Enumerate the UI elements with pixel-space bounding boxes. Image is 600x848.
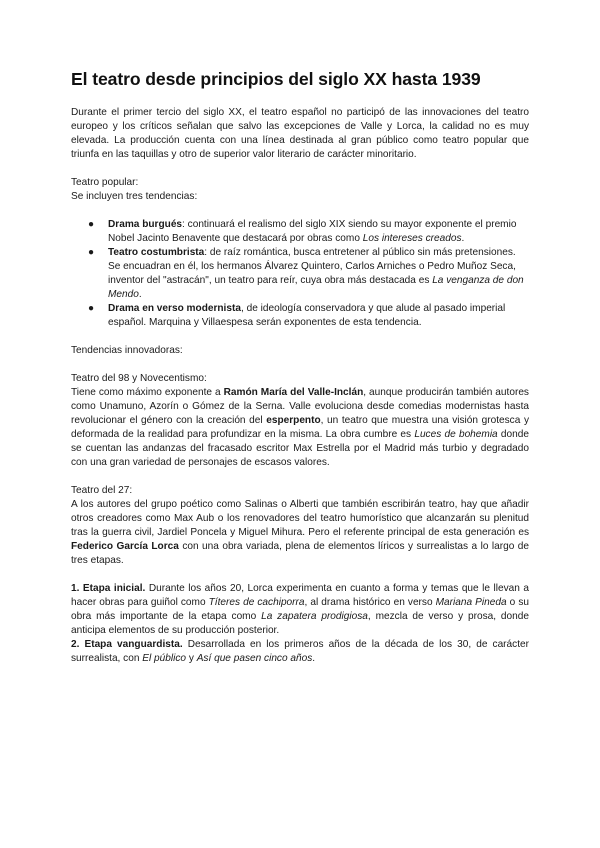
text-run: Tiene como máximo exponente a [71, 387, 224, 398]
text-run: A los autores del grupo poético como Salinas o Alberti que también escribirán teatro, hay que añadir otros creadores como Max Aub o los renovadores del teatro humorístico que alcanzarán su plenitud tras la guerra civil, Jardiel Poncela y Miguel Mihura. Pero el referente principal de esta generación es [71, 499, 529, 538]
work-title: Mariana Pineda [435, 597, 507, 608]
text-run: , mezcla de verso y prosa, donde anticipa elementos de su producción posterior. [71, 611, 529, 636]
item-tail: . [138, 289, 142, 300]
text-run: con una obra variada, plena de elementos líricos y surrealistas a lo largo de tres etapas. [71, 541, 529, 566]
intro-paragraph: Durante el primer tercio del siglo XX, el teatro español no participó de las innovaciones del teatro europeo y los críticos señalan que salvo las excepciones de Valle y Lorca, la calidad no es muy elevada. La producción cuenta con una línea destinada al gran público como teatro popular que triunfa en las taquillas y otro de superior valor literario de carácter minoritario. [71, 107, 529, 160]
stage-label: 2. Etapa vanguardista. [71, 639, 183, 650]
spacer [71, 358, 529, 372]
work-title: Así que pasen cinco años [196, 653, 313, 664]
spacer [71, 162, 529, 176]
list-item-teatro-costumbrista [71, 246, 529, 302]
text-run: Durante los años 20, Lorca experimenta en cuanto a forma y temas que le llevan a hacer obras para guiñol como [71, 583, 530, 608]
text-run: . [312, 653, 316, 664]
bullet-icon: ● [88, 219, 95, 230]
teatro98-paragraph [71, 386, 529, 470]
item-text: , de ideología conservadora y que alude al pasado imperial español. Marquina y Villaespesa serán exponentes de esta tendencia. [108, 303, 506, 328]
text-run: o su obra más importante de la etapa como [71, 597, 530, 622]
genre-term: esperpento [266, 415, 321, 426]
popular-heading: Teatro popular: [71, 177, 139, 188]
list-item-drama-verso [71, 302, 529, 330]
item-term: Drama burgués [108, 219, 183, 230]
stage-label: 1. Etapa inicial. [71, 583, 146, 594]
spacer [71, 470, 529, 484]
bullet-icon: ● [88, 303, 95, 314]
text-run: y [186, 653, 197, 664]
item-tail: . [461, 233, 465, 244]
author-name: Ramón María del Valle-Inclán [223, 387, 364, 398]
item-text: : de raíz romántica, busca entretener al público sin más pretensiones. Se encuadran en él, los hermanos Álvarez Quintero, Carlos Arniches o Pedro Muñoz Seca, inventor del "astracán", un teatro para reír, cuya obra más destacada es [108, 247, 516, 286]
item-work-title: Los intereses creados [362, 233, 462, 244]
work-title: El público [142, 653, 187, 664]
text-run: , aunque producirán también autores como Unamuno, Azorín o Gómez de la Serna. Valle evoluciona desde comedias modernistas hasta revolucionar el género con la creación del [71, 387, 529, 426]
innovative-heading: Tendencias innovadoras: [71, 345, 183, 356]
item-work-title: La venganza de don Mendo [108, 275, 524, 300]
text-run: , un teatro que muestra una visión grotesca y deformada de la realidad para profundizar en la misma. La obra cumbre es [71, 415, 529, 440]
teatro27-paragraph [71, 498, 529, 568]
teatro98-heading: Teatro del 98 y Novecentismo: [71, 373, 207, 384]
etapa-inicial-paragraph [71, 582, 529, 638]
text-run: Desarrollada en los primeros años de la década de los 30, de carácter surrealista, con [71, 639, 529, 664]
popular-subheading: Se incluyen tres tendencias: [71, 191, 198, 202]
document-page [71, 68, 529, 666]
spacer [71, 568, 529, 582]
spacer [71, 204, 529, 218]
text-run: donde se cuentan las andanzas del fracasado escritor Max Estrella por el Madrid más turbio y degradado con una gran variedad de personajes de escasos valores. [71, 429, 529, 468]
teatro27-heading: Teatro del 27: [71, 485, 133, 496]
list-item-drama-burgues [71, 218, 529, 246]
author-name: Federico García Lorca [71, 541, 179, 552]
item-term: Teatro costumbrista [108, 247, 205, 258]
work-title: Títeres de cachiporra [208, 597, 305, 608]
popular-tendencies-list [71, 218, 529, 330]
page-title: El teatro desde principios del siglo XX hasta 1939 [71, 69, 481, 89]
spacer [71, 330, 529, 344]
bullet-icon: ● [88, 247, 95, 258]
item-term: Drama en verso modernista [108, 303, 241, 314]
work-title: Luces de bohemia [414, 429, 498, 440]
work-title: La zapatera prodigiosa [261, 611, 368, 622]
item-text: : continuará el realismo del siglo XIX siendo su mayor exponente el premio Nobel Jacinto Benavente que destacará por obras como [108, 219, 517, 244]
etapa-vanguardista-paragraph [71, 638, 529, 666]
text-run: , al drama histórico en verso [304, 597, 436, 608]
